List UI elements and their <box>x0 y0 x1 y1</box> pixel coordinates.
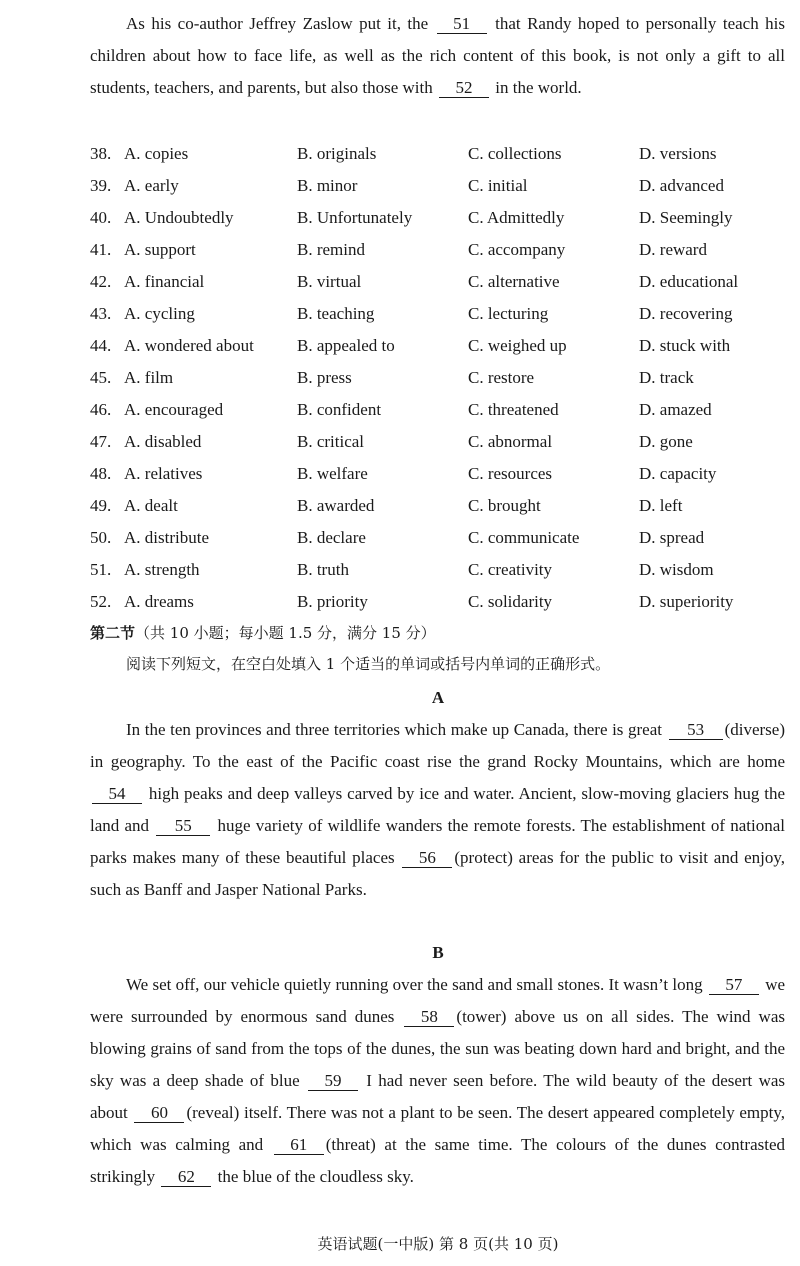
question-number: 41. <box>90 240 112 259</box>
option-a: A. strength <box>124 560 200 579</box>
option-a: A. dealt <box>124 496 178 515</box>
option-a: A. financial <box>124 272 205 291</box>
question-number: 46. <box>90 400 112 419</box>
passage-a-text-1: In the ten provinces and three territories which make up Canada, there is great <box>126 720 662 739</box>
blank-52: 52 <box>439 79 489 98</box>
option-c: C. threatened <box>468 400 559 419</box>
question-number: 42. <box>90 272 112 291</box>
page-footer: 英语试题(一中版) 第 8 页(共 10 页) <box>317 1235 559 1253</box>
option-b: B. press <box>297 368 352 387</box>
question-number: 39. <box>90 176 112 195</box>
intro-text-3: in the world. <box>495 78 582 97</box>
passage-a-text-4: huge variety of wildlife wanders the remote forests. The establishment of national parks makes many of these beautiful places <box>90 816 785 867</box>
option-c: C. abnormal <box>468 432 553 451</box>
option-a: A. film <box>124 368 174 387</box>
blank-61: 61 <box>274 1136 324 1155</box>
passage-b-text-1: We set off, our vehicle quietly running over the sand and small stones. It wasn’t long <box>126 975 703 994</box>
option-row <box>90 298 790 330</box>
option-a: A. early <box>124 176 179 195</box>
option-b: B. remind <box>297 240 365 259</box>
option-d: D. left <box>639 496 683 515</box>
option-c: C. communicate <box>468 528 580 547</box>
option-d: D. versions <box>639 144 717 163</box>
option-c: C. Admittedly <box>468 208 565 227</box>
section-heading <box>90 618 436 648</box>
section-instruction: 阅读下列短文，在空白处填入 1 个适当的单词或括号内单词的正确形式。 <box>126 655 611 673</box>
option-row <box>90 266 790 298</box>
passage-a-text-3: high peaks and deep valleys carved by ice and water. Ancient, slow-moving glaciers hug the land and <box>90 784 785 835</box>
option-c: C. restore <box>468 368 535 387</box>
option-row <box>90 522 790 554</box>
option-a: A. wondered about <box>124 336 254 355</box>
option-row <box>90 362 790 394</box>
option-d: D. advanced <box>639 176 724 195</box>
option-c: C. initial <box>468 176 528 195</box>
option-d: D. superiority <box>639 592 734 611</box>
option-b: B. minor <box>297 176 358 195</box>
question-number: 48. <box>90 464 112 483</box>
option-b: B. priority <box>297 592 368 611</box>
blank-62: 62 <box>161 1168 211 1187</box>
option-row <box>90 170 790 202</box>
option-c: C. alternative <box>468 272 560 291</box>
option-a: A. cycling <box>124 304 195 323</box>
option-d: D. track <box>639 368 694 387</box>
question-number: 43. <box>90 304 112 323</box>
option-a: A. relatives <box>124 464 203 483</box>
option-row <box>90 138 790 170</box>
option-d: D. stuck with <box>639 336 731 355</box>
question-number: 51. <box>90 560 112 579</box>
intro-text-2: that Randy hoped to personally teach his children about how to face life, as well as the rich content of this book, is not only a gift to all students, teachers, and parents, but also those with <box>90 14 786 97</box>
option-d: D. recovering <box>639 304 733 323</box>
question-number: 49. <box>90 496 112 515</box>
option-d: D. educational <box>639 272 739 291</box>
intro-text-1: As his co-author Jeffrey Zaslow put it, the <box>126 14 429 33</box>
question-number: 38. <box>90 144 112 163</box>
option-d: D. spread <box>639 528 705 547</box>
option-a: A. encouraged <box>124 400 224 419</box>
option-row <box>90 234 790 266</box>
option-c: C. brought <box>468 496 541 515</box>
option-row <box>90 394 790 426</box>
blank-56: 56 <box>402 849 452 868</box>
question-number: 44. <box>90 336 112 355</box>
option-c: C. solidarity <box>468 592 553 611</box>
passage-b-text-6: (threat) at the same time. The colours of the dunes contrasted strikingly <box>90 1135 785 1186</box>
option-row <box>90 586 790 618</box>
option-c: C. lecturing <box>468 304 549 323</box>
option-b: B. teaching <box>297 304 375 323</box>
option-a: A. support <box>124 240 196 259</box>
option-b: B. appealed to <box>297 336 395 355</box>
option-b: B. Unfortunately <box>297 208 413 227</box>
option-d: D. amazed <box>639 400 712 419</box>
passage-a <box>90 714 785 906</box>
option-a: A. disabled <box>124 432 202 451</box>
option-d: D. gone <box>639 432 693 451</box>
option-row <box>90 330 790 362</box>
option-d: D. wisdom <box>639 560 714 579</box>
section-subtitle: （共 10 小题；每小题 1.5 分，满分 15 分） <box>135 624 436 642</box>
option-a: A. distribute <box>124 528 209 547</box>
passage-b-text-2: we were surrounded by enormous sand dunes <box>90 975 786 1026</box>
option-a: A. Undoubtedly <box>124 208 234 227</box>
option-d: D. Seemingly <box>639 208 733 227</box>
option-b: B. truth <box>297 560 349 579</box>
blank-58: 58 <box>404 1008 454 1027</box>
question-number: 52. <box>90 592 112 611</box>
option-row <box>90 490 790 522</box>
option-b: B. welfare <box>297 464 368 483</box>
option-b: B. confident <box>297 400 382 419</box>
blank-60: 60 <box>134 1104 184 1123</box>
option-row <box>90 426 790 458</box>
option-d: D. reward <box>639 240 707 259</box>
question-number: 50. <box>90 528 112 547</box>
passage-b-text-3: (tower) above us on all sides. The wind was blowing grains of sand from the tops of the dunes, the sun was beating down hard and bright, and the sky was a deep shade of blue <box>90 1007 785 1090</box>
blank-59: 59 <box>308 1072 358 1091</box>
blank-57: 57 <box>709 976 759 995</box>
option-b: B. critical <box>297 432 365 451</box>
intro-paragraph <box>90 8 785 104</box>
option-row <box>90 458 790 490</box>
passage-b-text-7: the blue of the cloudless sky. <box>217 1167 414 1186</box>
option-a: A. dreams <box>124 592 194 611</box>
blank-55: 55 <box>156 817 210 836</box>
passage-b <box>90 969 785 1193</box>
passage-b-title: B <box>432 943 444 962</box>
option-c: C. resources <box>468 464 553 483</box>
option-b: B. awarded <box>297 496 375 515</box>
option-b: B. virtual <box>297 272 362 291</box>
question-number: 45. <box>90 368 112 387</box>
option-c: C. creativity <box>468 560 553 579</box>
option-a: A. copies <box>124 144 189 163</box>
option-c: C. collections <box>468 144 562 163</box>
passage-a-text-2: (diverse) in geography. To the east of the Pacific coast rise the grand Rocky Mountains, which are home <box>90 720 785 771</box>
passage-b-text-5: (reveal) itself. There was not a plant to be seen. The desert appeared completely empty, which was calming and <box>90 1103 786 1154</box>
option-row <box>90 202 790 234</box>
option-d: D. capacity <box>639 464 717 483</box>
blank-54: 54 <box>92 785 142 804</box>
option-b: B. declare <box>297 528 366 547</box>
option-c: C. accompany <box>468 240 566 259</box>
option-c: C. weighed up <box>468 336 567 355</box>
passage-b-text-4: I had never seen before. The wild beauty of the desert was about <box>90 1071 786 1122</box>
question-number: 40. <box>90 208 112 227</box>
option-b: B. originals <box>297 144 377 163</box>
blank-53: 53 <box>669 721 723 740</box>
passage-a-title: A <box>431 688 445 707</box>
question-number: 47. <box>90 432 112 451</box>
passage-a-text-5: (protect) areas for the public to visit and enjoy, such as Banff and Jasper National Parks. <box>90 848 786 899</box>
blank-51: 51 <box>437 15 487 34</box>
option-row <box>90 554 790 586</box>
section-title: 第二节 <box>90 624 136 642</box>
